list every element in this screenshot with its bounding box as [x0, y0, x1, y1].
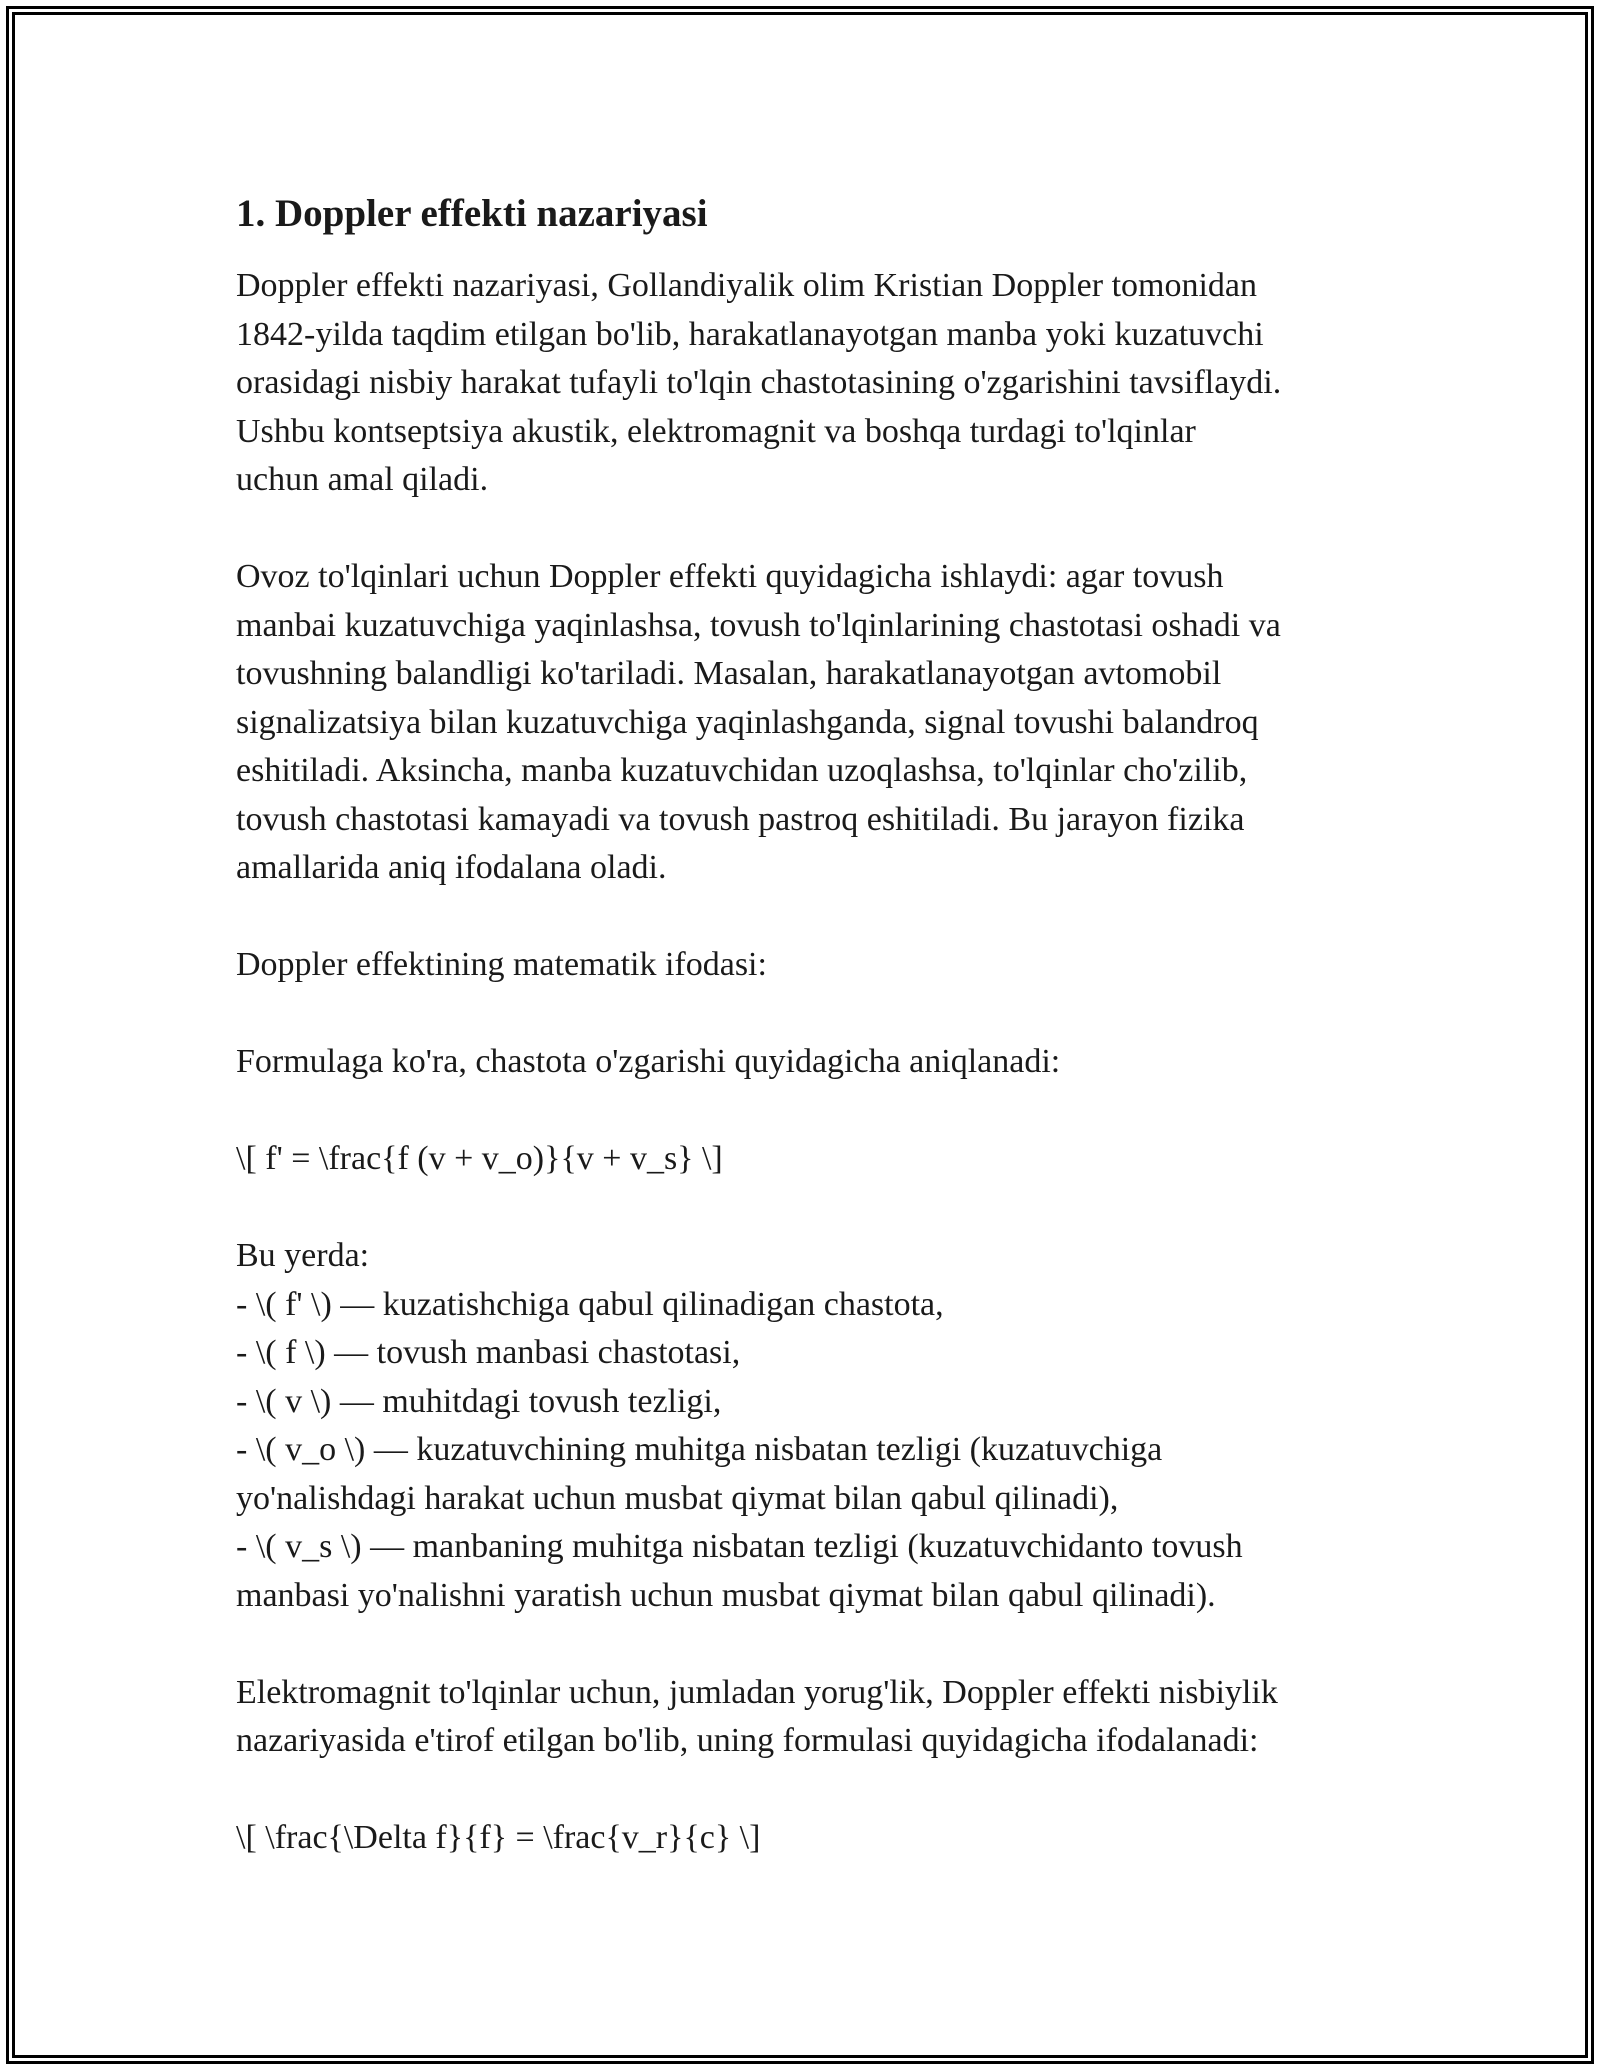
- intro-paragraph: [236, 262, 1376, 505]
- intro-line: orasidagi nisbiy harakat tufayli to'lqin chastotasining o'zgarishini tavsiflaydi.: [236, 364, 1282, 401]
- sound-line: Ovoz to'lqinlari uchun Doppler effekti quyidagicha ishlaydi: agar tovush: [236, 558, 1224, 595]
- definition-item: - \( v_o \) — kuzatuvchining muhitga nisbatan tezligi (kuzatuvchiga: [236, 1431, 1163, 1468]
- definitions-heading: Bu yerda:: [236, 1237, 370, 1274]
- sound-line: tovush chastotasi kamayadi va tovush pastroq eshitiladi. Bu jarayon fizika: [236, 800, 1245, 838]
- intro-line: uchun amal qiladi.: [236, 461, 489, 498]
- relativistic-formula: \[ \frac{\Delta f}{f} = \frac{v_r}{c} \]: [236, 1819, 761, 1856]
- definition-item: - \( f \) — tovush manbasi chastotasi,: [236, 1334, 741, 1371]
- em-line: Elektromagnit to'lqinlar uchun, jumladan yorug'lik, Doppler effekti nisbiylik: [236, 1673, 1278, 1711]
- definition-item: - \( v \) — muhitdagi tovush tezligi,: [236, 1382, 722, 1420]
- sound-line: amallarida aniq ifodalana oladi.: [236, 849, 667, 886]
- intro-line: Ushbu kontseptsiya akustik, elektromagnit va boshqa turdagi to'lqinlar: [236, 412, 1196, 450]
- electromagnetic-paragraph: [236, 1669, 1376, 1766]
- definition-item-continuation: manbasi yo'nalishni yaratish uchun musbat qiymat bilan qabul qilinadi).: [236, 1576, 1216, 1614]
- sound-paragraph: [236, 553, 1376, 893]
- intro-line: 1842-yilda taqdim etilgan bo'lib, harakatlanayotgan manba yoki kuzatuvchi: [236, 315, 1264, 353]
- doppler-formula: \[ f' = \frac{f (v + v_o)}{v + v_s} \]: [236, 1140, 723, 1177]
- document-body: [236, 186, 1376, 1911]
- em-line: nazariyasida e'tirof etilgan bo'lib, uning formulasi quyidagicha ifodalanadi:: [236, 1722, 1259, 1759]
- formula-intro: Formulaga ko'ra, chastota o'zgarishi quyidagicha aniqlanadi:: [236, 1043, 1061, 1080]
- definitions-list: [236, 1232, 1376, 1620]
- sound-line: signalizatsiya bilan kuzatuvchiga yaqinlashganda, signal tovushi balandroq: [236, 703, 1259, 741]
- sound-line: manbai kuzatuvchiga yaqinlashsa, tovush to'lqinlarining chastotasi oshadi va: [236, 606, 1281, 644]
- intro-line: Doppler effekti nazariyasi, Gollandiyalik olim Kristian Doppler tomonidan: [236, 267, 1258, 304]
- definition-item: - \( v_s \) — manbaning muhitga nisbatan tezligi (kuzatuvchidanto tovush: [236, 1528, 1243, 1565]
- definition-item-continuation: yo'nalishdagi harakat uchun musbat qiymat bilan qabul qilinadi),: [236, 1479, 1119, 1517]
- definition-item: - \( f' \) — kuzatishchiga qabul qilinadigan chastota,: [236, 1285, 944, 1323]
- sound-line: tovushning balandligi ko'tariladi. Masalan, harakatlanayotgan avtomobil: [236, 655, 1222, 692]
- sound-line: eshitiladi. Aksincha, manba kuzatuvchidan uzoqlashsa, to'lqinlar cho'zilib,: [236, 752, 1248, 789]
- section-heading: 1. Doppler effekti nazariyasi: [236, 192, 708, 235]
- math-intro: Doppler effektining matematik ifodasi:: [236, 946, 767, 983]
